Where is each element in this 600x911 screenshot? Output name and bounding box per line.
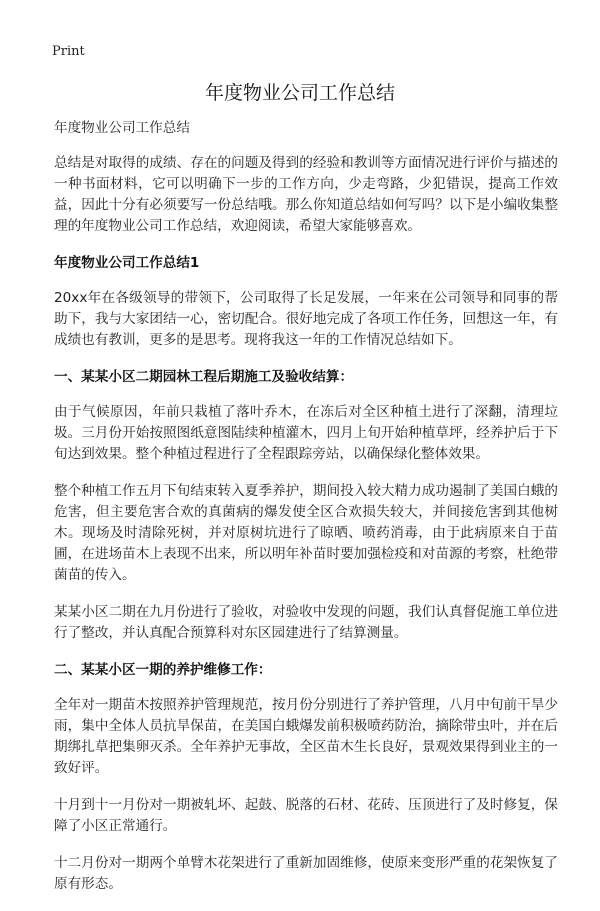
page-title: 年度物业公司工作总结 xyxy=(204,82,395,104)
section-2-heading: 二、某某小区一期的养护维修工作： xyxy=(54,662,272,678)
article-subtitle: 年度物业公司工作总结 xyxy=(54,120,190,136)
section-2-paragraph-3: 十二月份对一期两个单臂木花架进行了重新加固维修，使原来变形严重的花架恢复了原有形态。 xyxy=(54,855,558,892)
article-heading: 年度物业公司工作总结1 xyxy=(54,255,200,271)
section-1-paragraph-1: 由于气候原因，年前只栽植了落叶乔木，在冻后对全区种植土进行了深翻，清理垃圾。三月份开始按照图纸意图陆续种植灌木，四月上旬开始种植草坪，经养护后于下旬达到效果。整个种植过程进行了全程跟踪旁站，以确保绿化整体效果。 xyxy=(54,404,558,462)
opening-paragraph: 20xx年在各级领导的带领下，公司取得了长足发展，一年来在公司领导和同事的帮助下，我与大家团结一心，密切配合。很好地完成了各项工作任务，回想这一年，有成绩也有教训，更多的是思考。现将我这一年的工作情况总结如下。 xyxy=(54,290,558,348)
section-1-paragraph-2: 整个种植工作五月下旬结束转入夏季养护，期间投入较大精力成功遏制了美国白蛾的危害，但主要危害合欢的真菌病的爆发使全区合欢损失较大，并间接危害到其他树木。现场及时清除死树，并对原树坑进行了晾晒、喷药消毒，由于此病原来自于苗圃，在进场苗木上表现不出来，所以明年补苗时要加强检疫和对苗源的考察，杜绝带菌苗的传入。 xyxy=(54,483,558,583)
section-1-paragraph-3: 某某小区二期在九月份进行了验收，对验收中发现的问题，我们认真督促施工单位进行了整改，并认真配合预算科对东区园建进行了结算测量。 xyxy=(54,604,558,641)
section-1-heading: 一、某某小区二期园林工程后期施工及验收结算： xyxy=(54,369,354,385)
article-body xyxy=(54,118,558,911)
print-link[interactable]: Print xyxy=(52,44,85,59)
section-2-paragraph-1: 全年对一期苗木按照养护管理规范，按月份分别进行了养护管理，八月中旬前干旱少雨，集中全体人员抗旱保苗，在美国白蛾爆发前积极喷药防治，摘除带虫叶，并在后期绑扎草把集卵灭杀。全年养护无事故，全区苗木生长良好，景观效果得到业主的一致好评。 xyxy=(54,697,558,776)
section-2-paragraph-2: 十月到十一月份对一期被轧坏、起鼓、脱落的石材、花砖、压顶进行了及时修复，保障了小区正常通行。 xyxy=(54,797,558,834)
intro-paragraph: 总结是对取得的成绩、存在的问题及得到的经验和教训等方面情况进行评价与描述的一种书面材料，它可以明确下一步的工作方向，少走弯路，少犯错误，提高工作效益，因此十分有必须要写一份总结哦。那么你知道总结如何写吗？以下是小编收集整理的年度物业公司工作总结，欢迎阅读，希望大家能够喜欢。 xyxy=(54,155,558,234)
